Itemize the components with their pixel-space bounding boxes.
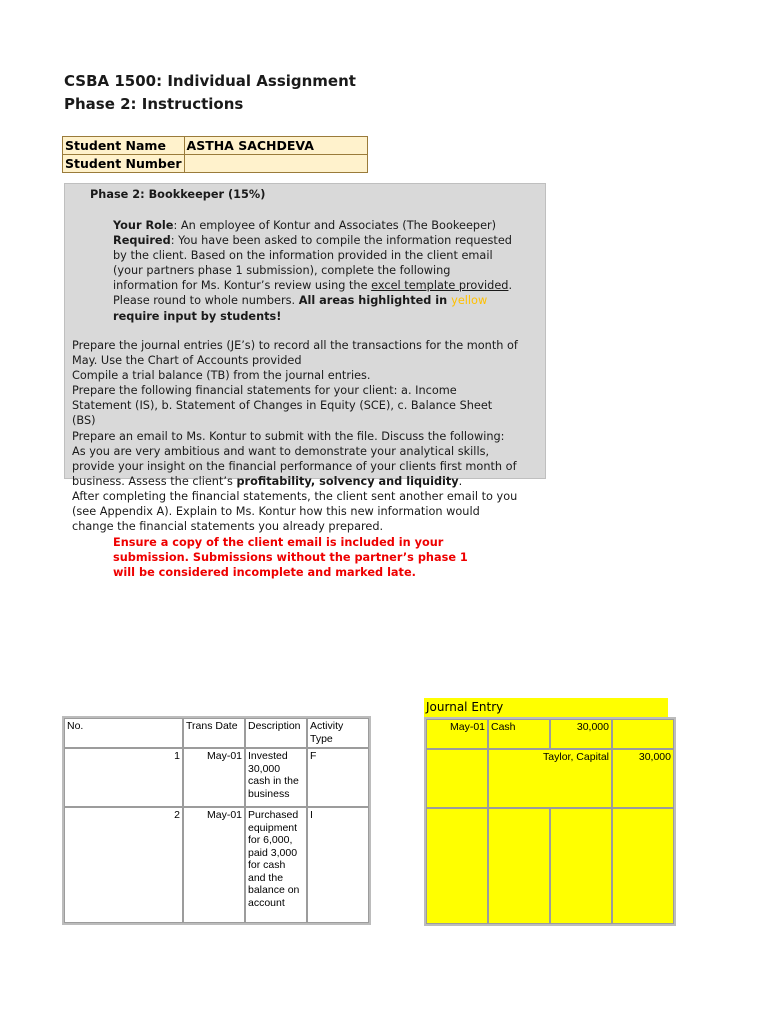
je-account[interactable]: Taylor, Capital <box>488 749 612 808</box>
task-list <box>72 338 518 534</box>
col-no-header: No. <box>64 718 183 748</box>
role-paragraph <box>113 218 513 324</box>
journal-row <box>426 749 674 808</box>
table-row <box>64 748 369 807</box>
col-date-header: Trans Date <box>183 718 245 748</box>
row-type: I <box>307 807 369 923</box>
row-description: Purchased equipment for 6,000, paid 3,000 for cash and the balance on account <box>245 807 307 923</box>
row-date: May-01 <box>183 748 245 807</box>
task-trial-balance: Compile a trial balance (TB) from the journal entries. <box>72 369 371 383</box>
input-text: require input by students! <box>113 309 282 323</box>
document-title: CSBA 1500: Individual Assignment <box>64 72 356 90</box>
journal-row <box>426 808 674 924</box>
je-account[interactable] <box>488 808 550 924</box>
document-subtitle: Phase 2: Instructions <box>64 95 244 113</box>
task-financial-statements: Prepare the following financial statements for your client: a. Income Statement (IS), b. Statement of Changes in Equity (SCE), c. Balance Sheet (BS) <box>72 384 493 428</box>
student-name-label: Student Name <box>63 137 185 155</box>
excel-template-link[interactable]: excel template provided <box>371 279 509 293</box>
je-debit[interactable] <box>550 808 612 924</box>
task-email-bold: profitability, solvency and liquidity <box>236 474 459 488</box>
student-name-row <box>63 137 368 155</box>
student-number-row <box>63 155 368 173</box>
je-credit[interactable] <box>612 808 674 924</box>
journal-entry-table <box>424 717 676 926</box>
row-description: Invested 30,000 cash in the business <box>245 748 307 807</box>
je-date[interactable]: May-01 <box>426 719 488 749</box>
je-date[interactable] <box>426 808 488 924</box>
student-number-value[interactable] <box>184 155 367 173</box>
table-row <box>64 807 369 923</box>
row-date: May-01 <box>183 807 245 923</box>
student-info-table <box>62 136 368 173</box>
required-label: Required <box>113 234 171 248</box>
highlight-text: All areas highlighted in <box>298 294 452 308</box>
je-date[interactable] <box>426 749 488 808</box>
je-credit[interactable]: 30,000 <box>612 749 674 808</box>
yellow-word: yellow <box>451 294 488 308</box>
role-label: Your Role <box>113 219 174 232</box>
role-text: : An employee of Kontur and Associates (The Bookeeper) <box>173 219 497 232</box>
col-description-header: Description <box>245 718 307 748</box>
transactions-header-row <box>64 718 369 748</box>
task-appendix: After completing the financial statements, the client sent another email to you (see Appendix A). Explain to Ms. Kontur how this new information would change the financial statements you already prepared. <box>72 489 518 534</box>
required-text: : You have been asked to compile the information requested by the client. Based on the information provided in the client email (your partners phase 1 submission), complete the following information for Ms. Kontur’s review using the <box>113 234 512 293</box>
transactions-table <box>62 716 371 925</box>
journal-entry-title: Journal Entry <box>424 698 668 717</box>
je-account[interactable]: Cash <box>488 719 550 749</box>
round-text: . Please round to whole numbers. <box>113 279 513 308</box>
col-type-header: Activity Type <box>307 718 369 748</box>
task-journal-entries: Prepare the journal entries (JE’s) to record all the transactions for the month of May. Use the Chart of Accounts provided <box>72 339 518 368</box>
student-number-label: Student Number <box>63 155 185 173</box>
submission-warning: Ensure a copy of the client email is included in your submission. Submissions without the partner’s phase 1 will be considered incomplete and marked late. <box>113 536 468 580</box>
row-no: 1 <box>64 748 183 807</box>
row-type: F <box>307 748 369 807</box>
task-email-end: . <box>458 474 463 488</box>
row-no: 2 <box>64 807 183 923</box>
je-debit[interactable]: 30,000 <box>550 719 612 749</box>
task-email <box>72 429 518 489</box>
student-name-value[interactable]: ASTHA SACHDEVA <box>184 137 367 155</box>
phase-heading: Phase 2: Bookkeeper (15%) <box>90 188 266 201</box>
je-credit[interactable] <box>612 719 674 749</box>
journal-row <box>426 719 674 749</box>
task-email-text: Prepare an email to Ms. Kontur to submit with the file. Discuss the following: As you are very ambitious and want to demonstrate your analytical skills, provide your insight on the financial performance of your clients first month of business. Assess the client’s <box>72 429 517 488</box>
